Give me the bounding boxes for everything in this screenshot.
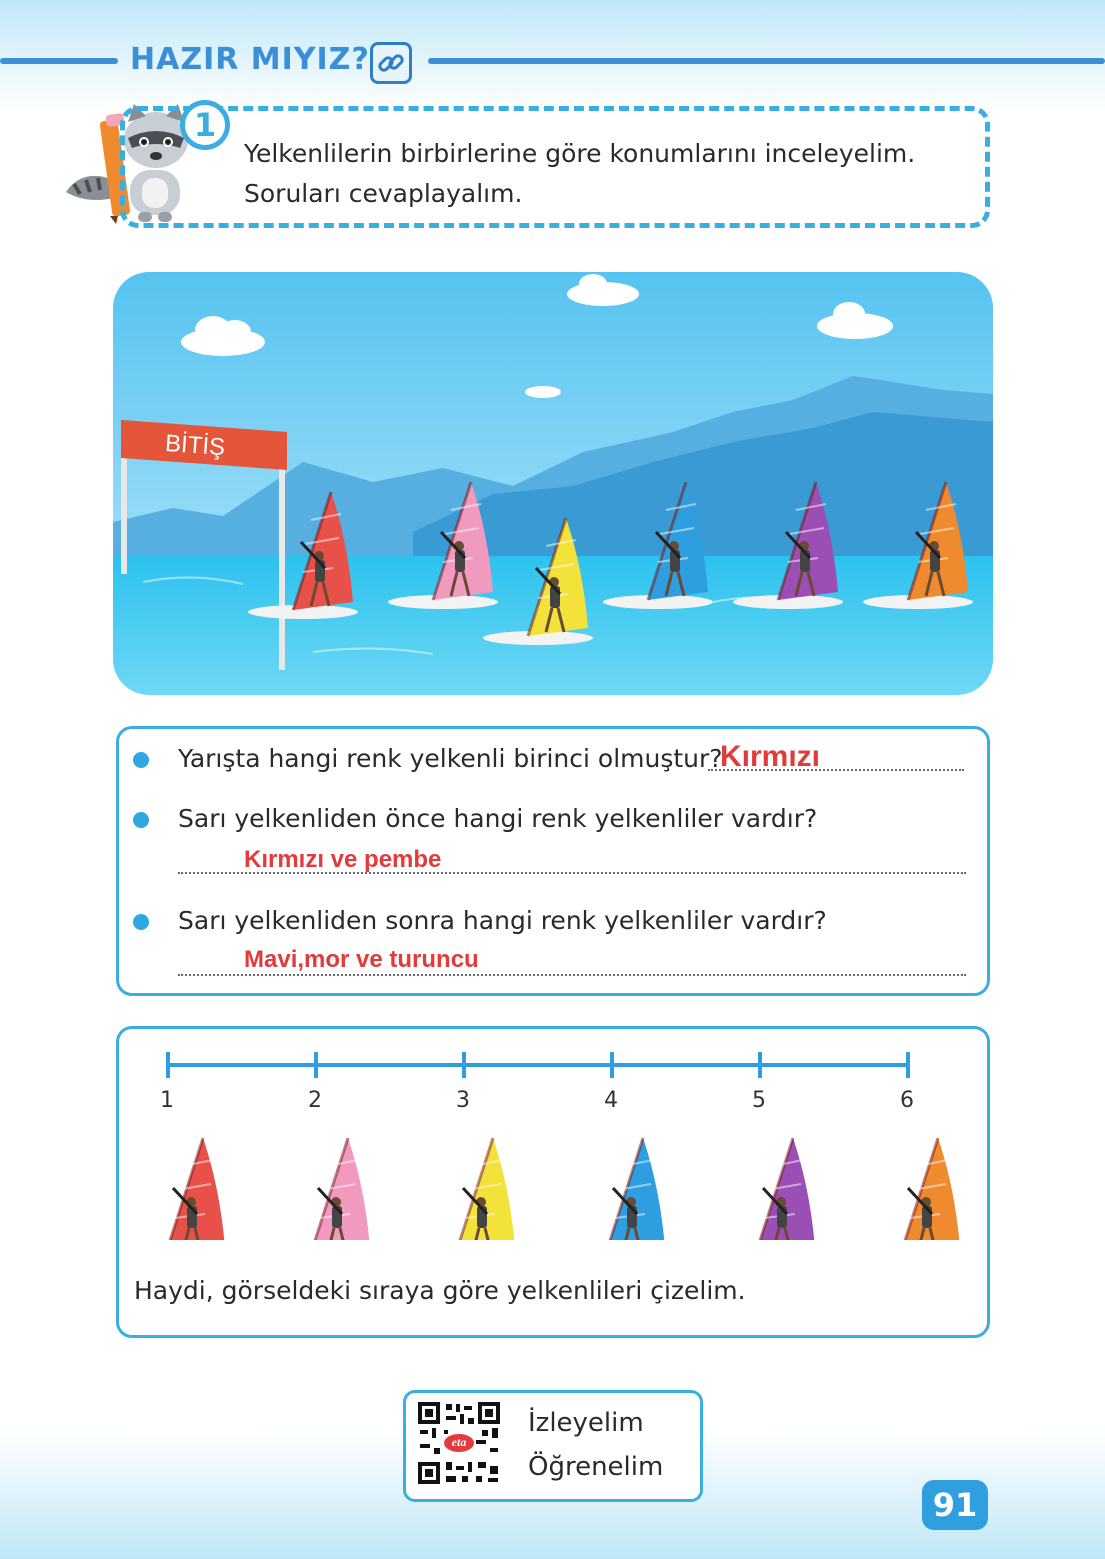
bullet-2 bbox=[133, 812, 149, 828]
answer-2: Kırmızı ve pembe bbox=[244, 846, 442, 873]
instruction-line-1: Yelkenlilerin birbirlerine göre konumlarını inceleyelim. bbox=[244, 139, 916, 168]
question-2: Sarı yelkenliden önce hangi renk yelkenliler vardır? bbox=[178, 804, 818, 833]
header-rule-right bbox=[428, 58, 1105, 64]
answer-line-3 bbox=[178, 974, 966, 976]
windsurf-race-illustration bbox=[113, 272, 993, 695]
sailboat-yellow bbox=[410, 1138, 520, 1240]
finish-sign-text: BİTİŞ bbox=[164, 429, 226, 462]
instruction-text bbox=[244, 134, 915, 214]
instruction-line-2: Soruları cevaplayalım. bbox=[244, 179, 523, 208]
answer-3: Mavi,mor ve turuncu bbox=[244, 946, 479, 973]
qr-code-icon[interactable] bbox=[416, 1400, 502, 1486]
answer-1: Kırmızı bbox=[720, 740, 821, 773]
qr-label-line-2: Öğrenelim bbox=[528, 1452, 664, 1482]
bullet-3 bbox=[133, 914, 149, 930]
question-3: Sarı yelkenliden sonra hangi renk yelkenliler vardır? bbox=[178, 906, 827, 935]
sailboat-blue bbox=[560, 1138, 670, 1240]
sailboat-orange bbox=[855, 1138, 965, 1240]
qr-label-line-1: İzleyelim bbox=[528, 1408, 644, 1438]
tick-label-5: 5 bbox=[752, 1088, 766, 1113]
sailboat-purple bbox=[710, 1138, 820, 1240]
bullet-1 bbox=[133, 752, 149, 768]
tick-label-2: 2 bbox=[308, 1088, 322, 1113]
draw-instruction: Haydi, görseldeki sıraya göre yelkenlileri çizelim. bbox=[134, 1276, 746, 1305]
question-number-badge: 1 bbox=[180, 100, 230, 150]
sailboat-pink bbox=[265, 1138, 375, 1240]
sailboat-red bbox=[120, 1138, 230, 1240]
number-line bbox=[160, 1050, 920, 1080]
section-title: HAZIR MIYIZ? bbox=[130, 42, 370, 77]
tick-label-1: 1 bbox=[160, 1088, 174, 1113]
sailboat-sequence bbox=[110, 1110, 980, 1240]
page-number: 91 bbox=[922, 1480, 988, 1530]
tick-label-4: 4 bbox=[604, 1088, 618, 1113]
tick-label-6: 6 bbox=[900, 1088, 914, 1113]
header-rule-left bbox=[0, 58, 118, 64]
link-icon bbox=[370, 42, 412, 84]
eta-logo-text: eta bbox=[451, 1435, 467, 1449]
tick-label-3: 3 bbox=[456, 1088, 470, 1113]
question-1: Yarışta hangi renk yelkenli birinci olmuştur? bbox=[178, 744, 723, 773]
